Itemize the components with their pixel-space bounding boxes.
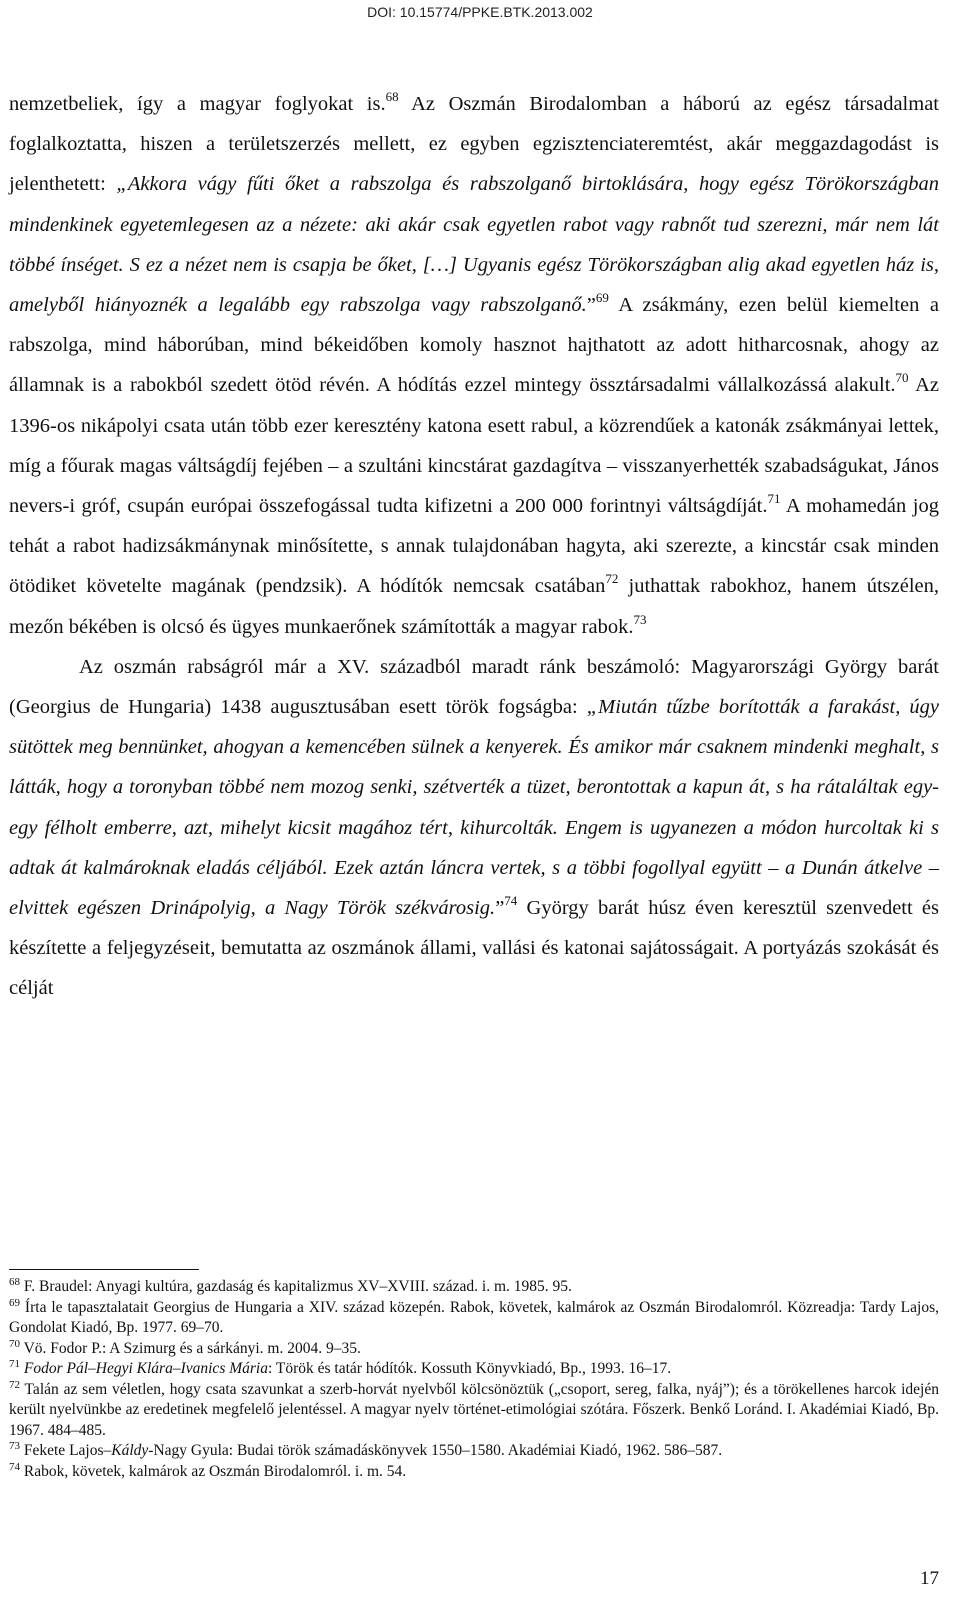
footnote [9, 1339, 939, 1360]
text-run: A zsákmány, ezen belül kiemelten a rabszolga, mind háborúban, mind békeidőben komoly hasznot hajthatott az adott hitharcosnak, ahogy az államnak is a rabokból szedett ötöd révén. A hódítás ezzel mintegy össztársadalmi vállalkozássá alakult. [9, 294, 939, 397]
paragraph [9, 647, 939, 1009]
footnote-ref: 70 [895, 370, 909, 386]
italic-quote: „Akkora vágy fűti őket a rabszolga és rabszolganő birtoklására, hogy egész Törökországban mindenkinek egyetemlegesen az a nézete: aki akár csak egyetlen rabot vagy rabnőt tud szerezni, már nem lát többé ínséget. S ez a nézet nem is csapja be őket, […] Ugyanis egész Törökországban alig akad egyetlen ház is, amelyből hiányoznék a legalább egy rabszolga vagy rabszolganő. [9, 173, 940, 317]
footnote-number: 71 [9, 1358, 20, 1370]
footnote [9, 1441, 939, 1462]
italic-quote: Káldy [111, 1442, 149, 1459]
text-run: F. Braudel: Anyagi kultúra, gazdaság és kapitalizmus XV–XVIII. század. i. m. 1985. 95. [20, 1278, 572, 1295]
doi-header: DOI: 10.15774/PPKE.BTK.2013.002 [367, 4, 593, 20]
main-text [9, 84, 939, 1009]
text-run: Talán az sem véletlen, hogy csata szavunkat a szerb-horvát nyelvből kölcsönöztük („csoport, sereg, falka, nyáj”); és a törökellenes harcok idején került nyelvünkbe az eredetinek megfelelő jelentéssel. A magyar nyelv történet-etimológiai szótára. Főszerk. Benkő Loránd. I. Akadémiai Kiadó, Bp. 1967. 484–485. [9, 1380, 939, 1439]
footnote-ref: 72 [605, 571, 619, 587]
footnote-ref: 68 [385, 89, 399, 104]
footnote-ref: 74 [504, 893, 518, 909]
footnote-number: 73 [9, 1440, 20, 1452]
footnotes [9, 1277, 939, 1482]
text-run: juthattak rabokhoz, hanem útszélen, mezőn békében is olcsó és ügyes munkaerőnek számították a magyar rabok. [9, 575, 939, 638]
footnote-number: 68 [9, 1276, 20, 1288]
text-run: ” [586, 294, 596, 317]
text-run: Az oszmán rabságról már a XV. századból maradt ránk beszámoló: Magyarországi György barát (Georgius de Hungaria) 1438 augusztusában esett török fogságba: [9, 655, 939, 719]
text-run: Vö. Fodor P.: A Szimurg és a sárkányi. m. 2004. 9–35. [20, 1339, 361, 1357]
footnote-ref: 71 [767, 491, 781, 507]
footnote-ref: 73 [633, 611, 647, 627]
text-run: ” [495, 897, 505, 920]
paragraph [9, 84, 939, 647]
text-run: Az Oszmán Birodalomban a háború az egész társadalmat foglalkoztatta, hiszen a területszerzés mellett, ez egyben egzisztenciateremtést, akár meggazdagodást is jelenthetett: [9, 93, 939, 196]
footnote [9, 1277, 939, 1298]
footnote-number: 72 [9, 1378, 20, 1391]
footnote [9, 1359, 939, 1380]
page-number: 17 [920, 1568, 939, 1589]
italic-quote: Fodor Pál–Hegyi Klára–Ivanics Mária [23, 1360, 268, 1377]
text-run: Az 1396-os nikápolyi csata után több ezer keresztény katona esett rabul, a közrendűek a katonák zsákmányai lettek, míg a főurak magas váltságdíj fejében – a szultáni kincstárat gazdagítva – visszanyerhették szabadságukat, János nevers-i gróf, csupán európai összefogással tudta kifizetni a 200 000 forintnyi váltságdíját. [9, 374, 939, 518]
text-run: -Nagy Gyula: Budai török számadáskönyvek 1550–1580. Akadémiai Kiadó, 1962. 586–587. [148, 1442, 723, 1459]
footnote-ref: 69 [595, 290, 609, 306]
footnote-number: 70 [9, 1337, 20, 1350]
text-run: Rabok, követek, kalmárok az Oszmán Birodalomról. i. m. 54. [20, 1462, 407, 1480]
text-run: Írta le tapasztalatait Georgius de Hungaria a XIV. század közepén. Rabok, követek, kalmárok az Oszmán Birodalomról. Közreadja: Tardy Lajos, Gondolat Kiadó, Bp. 1977. 69–70. [9, 1298, 939, 1336]
italic-quote: „Miután tűzbe borították a farakást, úgy sütöttek meg bennünket, ahogyan a kemencében sülnek a kenyerek. És amikor már csaknem mindenki meghalt, s látták, hogy a toronyban többé nem mozog senki, szétverték a tüzet, berontottak a kapun át, s ha rátaláltak egy-egy félholt emberre, azt, mihelyt kicsit magához tért, kihurcolták. Engem is ugyanezen a módon hurcoltak ki s adtak át kalmároknak eladás céljából. Ezek aztán láncra vertek, s a többi fogollyal együtt – a Dunán átkelve – elvittek egészen Drinápolyig, a Nagy Török székvárosig. [9, 696, 939, 920]
footnote-number: 74 [9, 1460, 20, 1473]
text-run: György barát húsz éven keresztül szenvedett és készítette a feljegyzéseit, bemutatta az oszmánok állami, vallási és katonai sajátosságait. A portyázás szokását és célját [9, 897, 940, 1000]
text-run: : Török és tatár hódítók. Kossuth Könyvkiadó, Bp., 1993. 16–17. [267, 1360, 672, 1377]
text-run: A mohamedán jog tehát a rabot hadizsákmánynak minősítette, s annak tulajdonában hagyta, aki szerezte, a kincstár csak minden ötödiket követelte magának (pendzsik). A hódítók nemcsak csatában [9, 495, 939, 598]
text-run: Fekete Lajos– [20, 1442, 112, 1459]
footnote [9, 1462, 939, 1483]
text-run: nemzetbeliek, így a magyar foglyokat is. [9, 93, 386, 115]
footnote-number: 69 [9, 1296, 20, 1309]
footnote-separator [9, 1269, 199, 1270]
footnote [9, 1298, 939, 1339]
footnote [9, 1380, 939, 1442]
